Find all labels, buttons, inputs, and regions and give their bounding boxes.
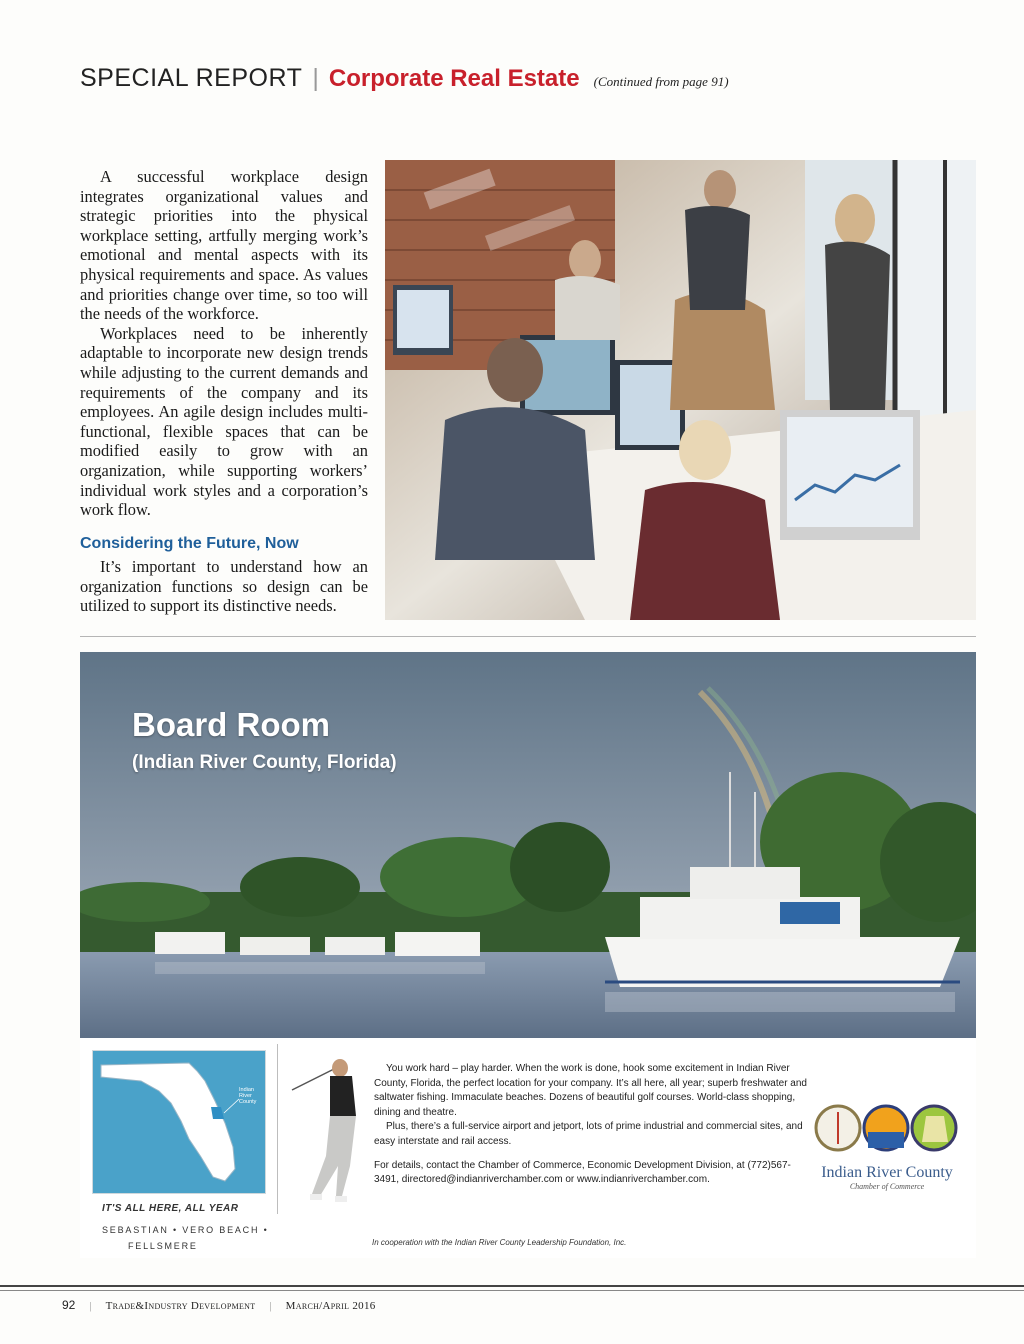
article-subheading: Considering the Future, Now bbox=[80, 534, 299, 552]
ad-copy bbox=[374, 1062, 810, 1188]
section-divider bbox=[80, 636, 976, 637]
golfer-illustration bbox=[290, 1056, 374, 1206]
article-paragraph: It’s important to understand how an organization functions so design can be utilized to support its distinctive needs. bbox=[80, 557, 368, 616]
article-paragraph: A successful workplace design integrates organizational values and strategic priorities into the physical workplace setting, artfully merging work’s emotional and mental aspects with its physical requirements and space. As values and priorities change over time, so too will the needs of the workforce. bbox=[80, 167, 368, 324]
ad-divider bbox=[277, 1044, 278, 1214]
florida-map bbox=[92, 1050, 266, 1194]
page-footer bbox=[62, 1298, 376, 1312]
chamber-subtitle: Chamber of Commerce bbox=[849, 1182, 925, 1191]
footer-rule bbox=[0, 1285, 1024, 1287]
publication-name: Trade&Industry Development bbox=[105, 1300, 256, 1312]
marina-photo bbox=[80, 652, 976, 1038]
continued-note: (Continued from page 91) bbox=[593, 74, 729, 89]
office-photo bbox=[385, 160, 976, 620]
footer-separator: | bbox=[89, 1300, 92, 1312]
ad-copy-paragraph: Plus, there’s a full-service airport and jetport, lots of prime industrial and commercial sites, and easy interstate and rail access. bbox=[374, 1121, 803, 1147]
ad-towns bbox=[102, 1222, 269, 1254]
ad-tagline: IT'S ALL HERE, ALL YEAR bbox=[102, 1203, 239, 1214]
map-county-label: Indian River County bbox=[239, 1087, 257, 1105]
chamber-logo-icons bbox=[808, 1092, 966, 1162]
page-header bbox=[80, 64, 729, 93]
header-separator: | bbox=[312, 64, 319, 92]
section-label: SPECIAL REPORT bbox=[80, 64, 303, 92]
chamber-name: Indian River County bbox=[821, 1164, 953, 1181]
towns-line: FELLSMERE bbox=[128, 1241, 198, 1251]
footer-separator: | bbox=[269, 1300, 272, 1312]
section-title: Corporate Real Estate bbox=[328, 65, 580, 92]
florida-map-image bbox=[93, 1051, 265, 1193]
issue-date: March/April 2016 bbox=[285, 1300, 376, 1312]
footer-rule bbox=[0, 1290, 1024, 1291]
advertisement bbox=[80, 652, 976, 1258]
golfer-image bbox=[290, 1056, 374, 1206]
ad-title: Board Room bbox=[132, 706, 330, 743]
article-paragraph: Workplaces need to be inherently adaptable to incorporate new design trends while adjusting to the current demands and requirements of the company and its employees. An agile design includes multi-functional, flexible spaces that can be modified easily to grow with an organization, while supporting workers’ individual work styles and a corporation’s work flow. bbox=[80, 323, 368, 520]
ad-copy-paragraph: You work hard – play harder. When the work is done, hook some excitement in Indian River County, Florida, the perfect location for your company. It’s all here, all year; superb freshwater and saltwater fishing. Immaculate beaches. Dozens of beautiful golf courses. World-class shopping, dining and theatre. bbox=[374, 1063, 807, 1118]
towns-line: SEBASTIAN • VERO BEACH • bbox=[102, 1225, 269, 1235]
page-number: 92 bbox=[62, 1298, 76, 1312]
ad-subtitle: (Indian River County, Florida) bbox=[132, 752, 397, 773]
ad-contact: For details, contact the Chamber of Commerce, Economic Development Division, at (772)567-3491, directored@indianriverchamber.com or www.indianriverchamber.com. bbox=[374, 1159, 791, 1186]
ad-cooperation: In cooperation with the Indian River County Leadership Foundation, Inc. bbox=[372, 1238, 627, 1247]
article-column bbox=[80, 167, 368, 616]
office-photo-image bbox=[385, 160, 976, 620]
